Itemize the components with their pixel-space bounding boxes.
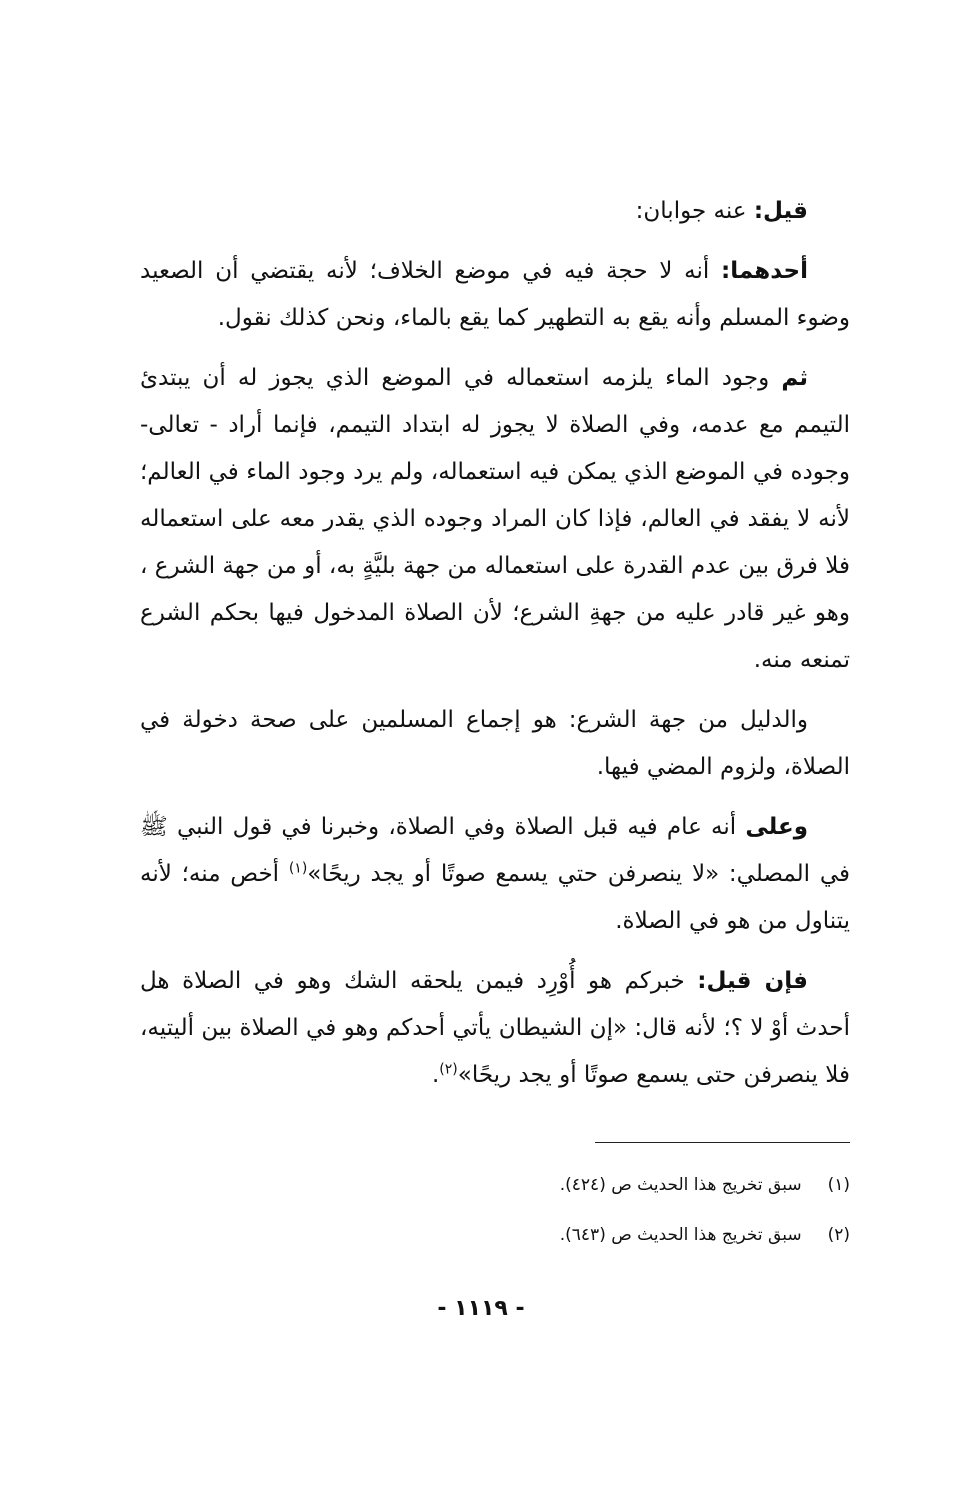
paragraph-text: عنه جوابان: — [635, 198, 754, 224]
page-number: - ١١١٩ - — [437, 1296, 525, 1321]
main-text — [140, 188, 850, 1112]
paragraph-lead: فإن قيل: — [697, 968, 808, 994]
paragraph — [140, 804, 850, 945]
footnote-divider — [595, 1142, 850, 1143]
paragraph-text: أنه عام فيه قبل الصلاة وفي الصلاة، وخبرنا في قول النبي ﷺ في المصلي: «لا ينصرفن حتي يسمع صوتًا أو يجد ريحًا» — [140, 814, 850, 887]
paragraph-text: والدليل من جهة الشرع: هو إجماع المسلمين على صحة دخولة في الصلاة، ولزوم المضي فيها. — [140, 707, 850, 780]
paragraph-lead: ثم — [781, 365, 808, 391]
paragraph-text-tail: أخص منه؛ لأنه يتناول من هو في الصلاة. — [140, 861, 850, 934]
paragraph — [140, 697, 850, 791]
paragraph-lead: وعلى — [745, 814, 808, 840]
footnote-reference[interactable]: (١) — [288, 860, 308, 877]
footnote-text: سبق تخريج هذا الحديث ص (٦٤٣). — [559, 1225, 802, 1245]
paragraph-lead: أحدهما: — [721, 258, 808, 284]
paragraph — [140, 958, 850, 1099]
paragraph — [140, 355, 850, 684]
footnote-number: (٢) — [827, 1225, 850, 1245]
paragraph-lead: قيل: — [753, 198, 808, 224]
paragraph — [140, 188, 850, 235]
paragraph-text-tail: . — [431, 1062, 440, 1088]
paragraph — [140, 248, 850, 342]
footnote-text: سبق تخريج هذا الحديث ص (٤٢٤). — [559, 1175, 802, 1195]
footnote-reference[interactable]: (٢) — [439, 1061, 458, 1078]
footnotes — [140, 1170, 850, 1270]
paragraph-text: أنه لا حجة فيه في موضع الخلاف؛ لأنه يقتضي أن الصعيد وضوء المسلم وأنه يقع به التطهير كما يقع بالماء، ونحن كذلك نقول. — [140, 258, 850, 331]
footnote-number: (١) — [827, 1175, 850, 1195]
footnote-item — [140, 1170, 850, 1200]
paragraph-text: وجود الماء يلزمه استعماله في الموضع الذي يجوز له أن يبتدئ التيمم مع عدمه، وفي الصلاة لا يجوز له ابتداد التيمم، فإنما أراد - تعالى- وجوده في الموضع الذي يمكن فيه استعماله، ولم يرد وجود الماء في العالم؛ لأنه لا يفقد في العالم، فإذا كان المراد وجوده الذي يقدر معه على استعماله فلا فرق بين عدم القدرة على استعماله من جهة بليَّةٍ به، أو من جهة الشرع ، وهو غير قادر عليه من جهةِ الشرع؛ لأن الصلاة المدخول فيها بحكم الشرع تمنعه منه. — [140, 365, 850, 673]
paragraph-text: خبركم هو أُوْرِد فيمن يلحقه الشك وهو في الصلاة هل أحدث أوْ لا ؟؛ لأنه قال: «إن الشيطان يأتي أحدكم وهو في الصلاة بين أليتيه، فلا ينصرفن حتى يسمع صوتًا أو يجد ريحًا» — [140, 968, 850, 1088]
footnote-item — [140, 1220, 850, 1250]
